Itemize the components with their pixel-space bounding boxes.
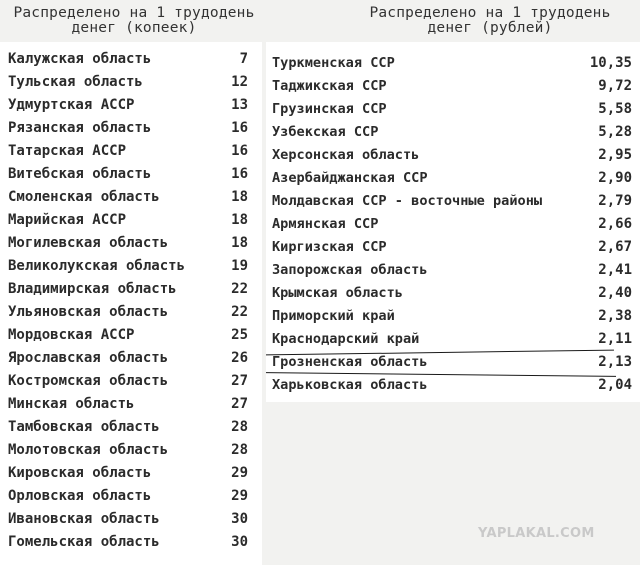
- payment-value: 28: [231, 442, 248, 458]
- payment-value: 10,35: [589, 55, 632, 71]
- region-name: Молдавская ССР - восточные районы: [272, 193, 543, 209]
- payment-value: 13: [231, 97, 248, 113]
- right-table-row: [272, 282, 632, 305]
- right-header-line-2: денег (рублей): [427, 20, 553, 36]
- region-name: Армянская ССР: [272, 216, 379, 232]
- region-name: Молотовская область: [8, 442, 169, 458]
- payment-value: 30: [231, 534, 248, 550]
- right-table-row: [272, 190, 632, 213]
- region-name: Минская область: [8, 396, 135, 412]
- left-table-row: [8, 439, 248, 462]
- region-name: Кировская область: [8, 465, 152, 481]
- region-name: Приморский край: [272, 308, 395, 324]
- region-name: Крымская область: [272, 285, 403, 301]
- left-header-line-1: Распределено на 1 трудодень: [13, 5, 255, 21]
- region-name: Гомельская область: [8, 534, 160, 550]
- right-table-row: [272, 98, 632, 121]
- payment-value: 5,58: [598, 101, 632, 117]
- region-name: Удмуртская АССР: [8, 97, 135, 113]
- payment-value: 26: [231, 350, 248, 366]
- payment-value: 30: [231, 511, 248, 527]
- region-name: Азербайджанская ССР: [272, 170, 428, 186]
- payment-value: 22: [231, 304, 248, 320]
- payment-value: 16: [231, 120, 248, 136]
- payment-value: 9,72: [598, 78, 632, 94]
- payment-value: 2,67: [598, 239, 632, 255]
- payment-value: 2,04: [598, 377, 632, 393]
- left-table-row: [8, 232, 248, 255]
- payment-value: 19: [231, 258, 248, 274]
- region-name: Калужская область: [8, 51, 152, 67]
- payment-value: 22: [231, 281, 248, 297]
- left-table-row: [8, 186, 248, 209]
- payment-value: 12: [231, 74, 248, 90]
- right-column-header: [340, 6, 640, 36]
- payment-value: 28: [231, 419, 248, 435]
- region-name: Мордовская АССР: [8, 327, 135, 343]
- left-table-row: [8, 531, 248, 554]
- left-table-row: [8, 301, 248, 324]
- right-table-row: [272, 328, 632, 351]
- payment-value: 2,11: [598, 331, 632, 347]
- region-name: Тамбовская область: [8, 419, 160, 435]
- left-header-line-2: денег (копеек): [71, 20, 197, 36]
- region-name: Рязанская область: [8, 120, 152, 136]
- payment-value: 2,40: [598, 285, 632, 301]
- payment-value: 18: [231, 212, 248, 228]
- region-name: Владимирская область: [8, 281, 177, 297]
- payment-value: 29: [231, 488, 248, 504]
- region-name: Татарская АССР: [8, 143, 127, 159]
- left-table-row: [8, 255, 248, 278]
- right-header-line-1: Распределено на 1 трудодень: [369, 5, 611, 21]
- region-name: Грузинская ССР: [272, 101, 387, 117]
- right-table-row: [272, 259, 632, 282]
- left-table-row: [8, 209, 248, 232]
- right-table-row: [272, 213, 632, 236]
- left-table-row: [8, 140, 248, 163]
- right-table-row: [272, 167, 632, 190]
- watermark: YAPLAKAL.COM: [478, 526, 595, 541]
- region-name: Херсонская область: [272, 147, 420, 163]
- payment-value: 16: [231, 166, 248, 182]
- payment-value: 2,95: [598, 147, 632, 163]
- left-table-row: [8, 485, 248, 508]
- region-name: Витебская область: [8, 166, 152, 182]
- region-name: Могилевская область: [8, 235, 169, 251]
- left-table-row: [8, 163, 248, 186]
- region-name: Тульская область: [8, 74, 143, 90]
- right-table-row: [272, 374, 632, 397]
- left-table-row: [8, 462, 248, 485]
- region-name: Ульяновская область: [8, 304, 169, 320]
- left-table-row: [8, 94, 248, 117]
- left-table-row: [8, 117, 248, 140]
- right-table-row: [272, 75, 632, 98]
- region-name: Запорожская область: [272, 262, 428, 278]
- region-name: Марийская АССР: [8, 212, 127, 228]
- left-table-row: [8, 347, 248, 370]
- region-name: Грозненская область: [272, 354, 428, 370]
- payment-value: 7: [239, 51, 248, 67]
- payment-value: 2,90: [598, 170, 632, 186]
- region-name: Краснодарский край: [272, 331, 420, 347]
- left-table-row: [8, 278, 248, 301]
- left-table-row: [8, 416, 248, 439]
- payment-value: 29: [231, 465, 248, 481]
- right-table-row: [272, 305, 632, 328]
- payment-value: 18: [231, 189, 248, 205]
- right-table-row: [272, 236, 632, 259]
- left-table-row: [8, 508, 248, 531]
- right-table-row: [272, 52, 632, 75]
- region-name: Таджикская ССР: [272, 78, 387, 94]
- region-name: Смоленская область: [8, 189, 160, 205]
- region-name: Узбекская ССР: [272, 124, 379, 140]
- region-name: Ярославская область: [8, 350, 169, 366]
- region-name: Харьковская область: [272, 377, 428, 393]
- payment-value: 5,28: [598, 124, 632, 140]
- payment-value: 2,41: [598, 262, 632, 278]
- payment-value: 16: [231, 143, 248, 159]
- payment-value: 25: [231, 327, 248, 343]
- left-table-row: [8, 71, 248, 94]
- right-table-row: [272, 121, 632, 144]
- payment-value: 2,66: [598, 216, 632, 232]
- region-name: Киргизская ССР: [272, 239, 387, 255]
- left-table-row: [8, 370, 248, 393]
- left-table-row: [8, 393, 248, 416]
- region-name: Ивановская область: [8, 511, 160, 527]
- payment-value: 27: [231, 396, 248, 412]
- right-table-row: [272, 144, 632, 167]
- region-name: Туркменская ССР: [272, 55, 395, 71]
- region-name: Костромская область: [8, 373, 169, 389]
- payment-value: 18: [231, 235, 248, 251]
- left-column-header: [0, 6, 268, 36]
- payment-value: 2,13: [598, 354, 632, 370]
- payment-value: 27: [231, 373, 248, 389]
- payment-value: 2,79: [598, 193, 632, 209]
- payment-value: 2,38: [598, 308, 632, 324]
- region-name: Великолукская область: [8, 258, 186, 274]
- left-table-row: [8, 324, 248, 347]
- region-name: Орловская область: [8, 488, 152, 504]
- left-table-row: [8, 48, 248, 71]
